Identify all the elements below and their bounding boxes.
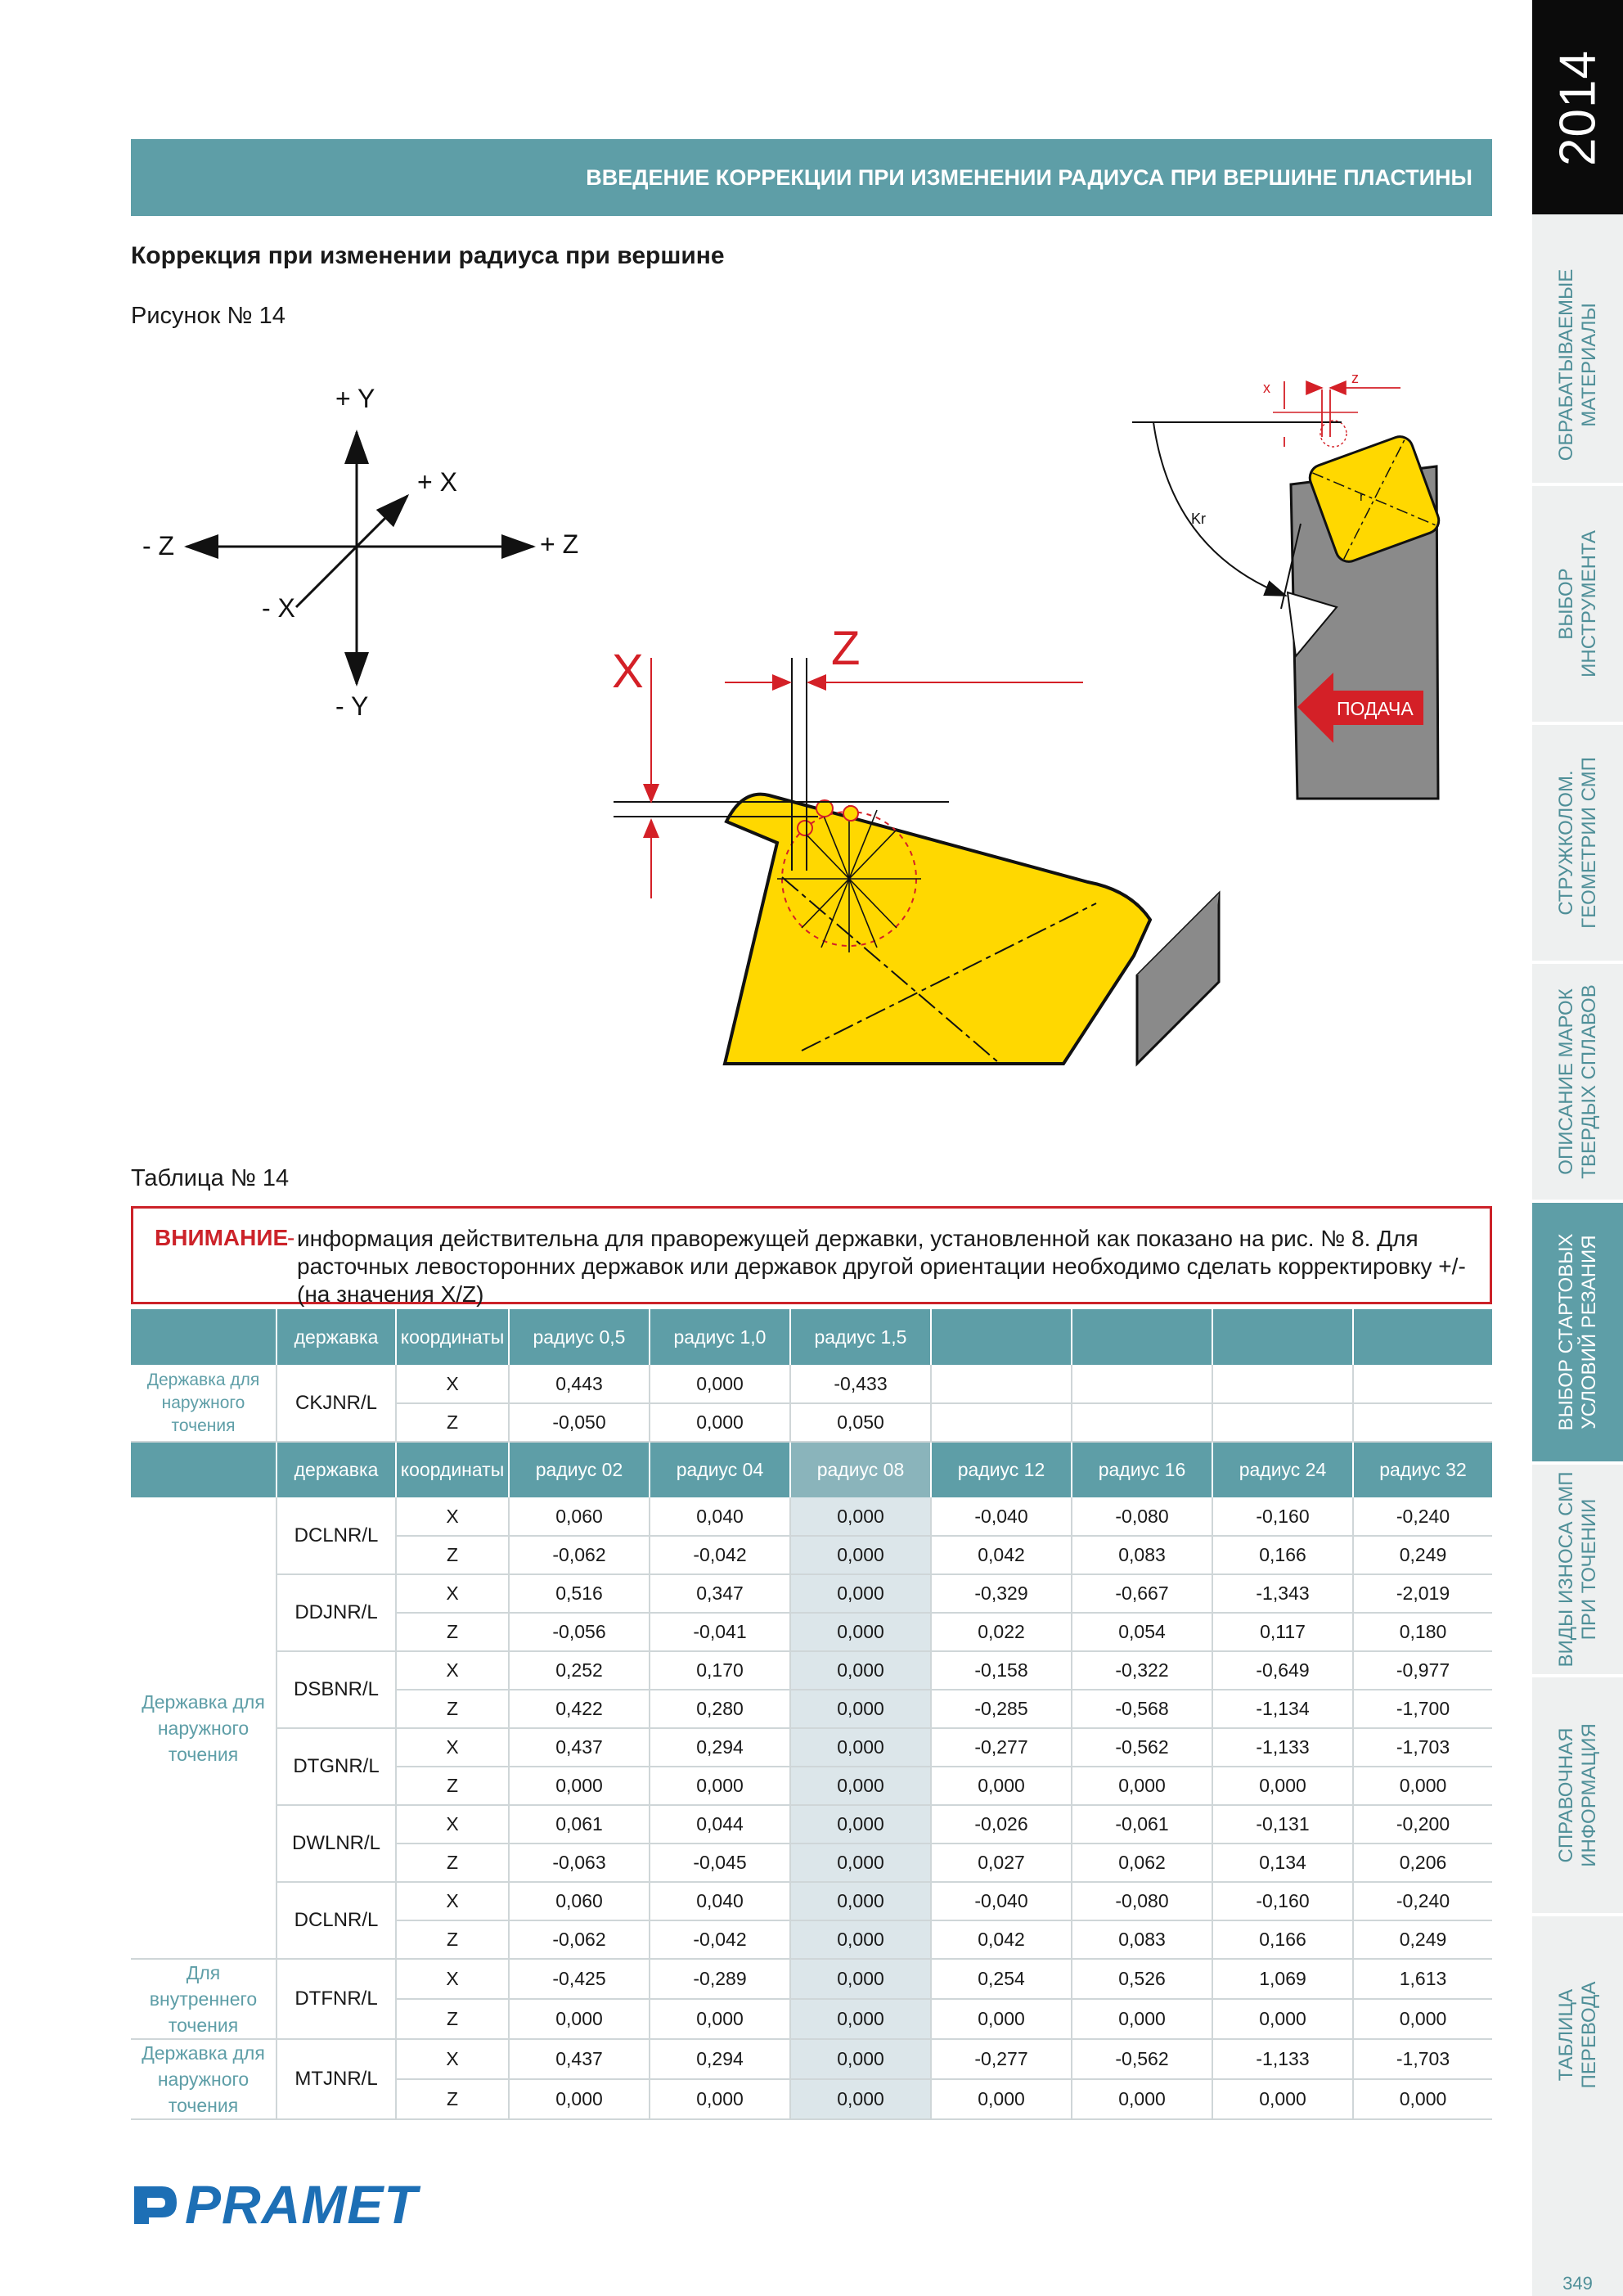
- header-cell: [931, 1309, 1072, 1365]
- table-row: [131, 1882, 1492, 1920]
- value-cell: 0,000: [790, 1728, 931, 1767]
- value-cell: 0,000: [790, 1574, 931, 1613]
- value-cell: 0,062: [1072, 1844, 1212, 1882]
- kr-angle-arc: [1153, 422, 1286, 596]
- coordinate-cell: X: [396, 1574, 509, 1613]
- table-body: [131, 1309, 1492, 2119]
- value-cell: 0,180: [1353, 1613, 1492, 1651]
- value-cell: 0,422: [509, 1690, 650, 1728]
- holder-name: DWLNR/L: [276, 1805, 396, 1882]
- value-cell: -0,562: [1072, 2039, 1212, 2079]
- axis-label-plus-z: + Z: [540, 529, 579, 559]
- coordinate-cell: Z: [396, 1767, 509, 1805]
- value-cell: 0,000: [790, 1497, 931, 1536]
- table-header-row: [131, 1442, 1492, 1497]
- value-cell: 1,613: [1353, 1959, 1492, 1999]
- value-cell: -0,322: [1072, 1651, 1212, 1690]
- value-cell: -0,667: [1072, 1574, 1212, 1613]
- value-cell: -0,042: [650, 1536, 790, 1574]
- holder-name: DCLNR/L: [276, 1882, 396, 1959]
- table-row: [131, 1651, 1492, 1690]
- value-cell: -0,277: [931, 2039, 1072, 2079]
- value-cell: 0,040: [650, 1497, 790, 1536]
- sidebar-tab-reference[interactable]: [1532, 1677, 1623, 1916]
- value-cell: -0,649: [1212, 1651, 1353, 1690]
- logo-mark-icon: [131, 2181, 178, 2227]
- sidebar-tab-tool-selection[interactable]: [1532, 486, 1623, 725]
- value-cell: 0,294: [650, 1728, 790, 1767]
- value-cell: 0,000: [1353, 1999, 1492, 2039]
- group-label: Державка для наружного точения: [131, 2039, 276, 2119]
- value-cell: 0,042: [931, 1920, 1072, 1959]
- sidebar-tab-label: ОБРАБАТЫВАЕМЫЕ МАТЕРИАЛЫ: [1555, 268, 1600, 461]
- value-cell: 0,050: [790, 1403, 931, 1442]
- value-cell: 0,000: [1072, 2079, 1212, 2119]
- value-cell: 0,252: [509, 1651, 650, 1690]
- x-axis-diagonal: [296, 496, 407, 607]
- value-cell: -0,045: [650, 1844, 790, 1882]
- header-cell: [1353, 1309, 1492, 1365]
- sidebar-tab-label: ОПИСАНИЕ МАРОК ТВЕРДЫХ СПЛАВОВ: [1555, 984, 1600, 1179]
- header-cell: радиус 02: [509, 1442, 650, 1497]
- warning-text: информация действительна для праворежущей державки, установленной как показано на рис. № 8. Для расточных левосторонних державок или державок другой ориентации необходимо сделать корректировку +/- (на значения X/Z): [297, 1226, 1466, 1307]
- holder-name: DSBNR/L: [276, 1651, 396, 1728]
- value-cell: -0,289: [650, 1959, 790, 1999]
- value-cell: 0,000: [650, 1403, 790, 1442]
- feed-label: ПОДАЧА: [1337, 698, 1414, 719]
- sidebar-tab-label: СПРАВОЧНАЯ ИНФОРМАЦИЯ: [1555, 1723, 1600, 1867]
- value-cell: 0,437: [509, 2039, 650, 2079]
- year-label: 2014: [1549, 50, 1607, 166]
- value-cell: 0,060: [509, 1497, 650, 1536]
- value-cell: -1,133: [1212, 1728, 1353, 1767]
- value-cell: 0,000: [790, 2079, 931, 2119]
- value-cell: 0,254: [931, 1959, 1072, 1999]
- value-cell: -0,061: [1072, 1805, 1212, 1844]
- correction-table: [131, 1309, 1492, 2120]
- value-cell: -0,562: [1072, 1728, 1212, 1767]
- header-cell: [131, 1442, 276, 1497]
- sidebar-tab-label: ТАБЛИЦА ПЕРЕВОДА: [1555, 1981, 1600, 2089]
- value-cell: -0,062: [509, 1920, 650, 1959]
- value-cell: 1,069: [1212, 1959, 1353, 1999]
- table-row: [131, 1574, 1492, 1613]
- header-cell: радиус 04: [650, 1442, 790, 1497]
- header-cell: державка: [276, 1442, 396, 1497]
- value-cell: 0,042: [931, 1536, 1072, 1574]
- value-cell: 0,000: [650, 1767, 790, 1805]
- value-cell: [1212, 1365, 1353, 1403]
- value-cell: 0,000: [1212, 1999, 1353, 2039]
- dimension-label-z: Z: [831, 622, 861, 675]
- coordinate-cell: X: [396, 1365, 509, 1403]
- value-cell: -2,019: [1353, 1574, 1492, 1613]
- value-cell: -0,080: [1072, 1497, 1212, 1536]
- header-cell: координаты: [396, 1309, 509, 1365]
- value-cell: 0,000: [1072, 1767, 1212, 1805]
- sidebar-tab-materials[interactable]: [1532, 247, 1623, 486]
- value-cell: -0,425: [509, 1959, 650, 1999]
- table-row: [131, 1497, 1492, 1536]
- value-cell: -0,277: [931, 1728, 1072, 1767]
- holder-name: DDJNR/L: [276, 1574, 396, 1651]
- value-cell: -1,703: [1353, 2039, 1492, 2079]
- warning-separator: -: [287, 1225, 295, 1250]
- coordinate-cell: Z: [396, 1690, 509, 1728]
- value-cell: 0,000: [1072, 1999, 1212, 2039]
- value-cell: 0,054: [1072, 1613, 1212, 1651]
- sidebar-tab-chipbreakers[interactable]: [1532, 725, 1623, 964]
- axis-label-plus-x: + X: [417, 467, 457, 497]
- sidebar-tab-label: СТРУЖКОЛОМ. ГЕОМЕТРИИ СМП: [1555, 757, 1600, 929]
- value-cell: -0,977: [1353, 1651, 1492, 1690]
- coordinate-cell: Z: [396, 2079, 509, 2119]
- value-cell: [931, 1403, 1072, 1442]
- warning-label: ВНИМАНИЕ: [155, 1225, 289, 1250]
- header-cell: радиус 1,5: [790, 1309, 931, 1365]
- sidebar-tab-label: ВЫБОР СТАРТОВЫХ УСЛОВИЙ РЕЗАНИЯ: [1555, 1233, 1600, 1431]
- coordinate-cell: Z: [396, 1920, 509, 1959]
- value-cell: 0,000: [650, 1365, 790, 1403]
- value-cell: 0,166: [1212, 1536, 1353, 1574]
- value-cell: 0,000: [790, 1690, 931, 1728]
- value-cell: -0,040: [931, 1882, 1072, 1920]
- value-cell: -0,285: [931, 1690, 1072, 1728]
- group-label: Для внутреннего точения: [131, 1959, 276, 2039]
- value-cell: -0,160: [1212, 1497, 1353, 1536]
- value-cell: 0,134: [1212, 1844, 1353, 1882]
- holder-name: MTJNR/L: [276, 2039, 396, 2119]
- value-cell: -1,700: [1353, 1690, 1492, 1728]
- value-cell: 0,000: [509, 1767, 650, 1805]
- logo-wordmark: PRAMET: [185, 2174, 418, 2235]
- value-cell: -0,050: [509, 1403, 650, 1442]
- radius-label: r: [1360, 490, 1364, 504]
- coordinate-cell: Z: [396, 1999, 509, 2039]
- sidebar-tab-cutting-conditions[interactable]: [1532, 1203, 1623, 1465]
- coordinate-cell: Z: [396, 1403, 509, 1442]
- value-cell: -1,343: [1212, 1574, 1353, 1613]
- coordinate-cell: Z: [396, 1613, 509, 1651]
- value-cell: -1,703: [1353, 1728, 1492, 1767]
- coordinate-cell: Z: [396, 1536, 509, 1574]
- value-cell: -0,062: [509, 1536, 650, 1574]
- dimension-label-x: X: [612, 645, 644, 698]
- holder-name: DTGNR/L: [276, 1728, 396, 1805]
- value-cell: [1072, 1403, 1212, 1442]
- value-cell: -0,041: [650, 1613, 790, 1651]
- value-cell: -0,131: [1212, 1805, 1353, 1844]
- header-cell: радиус 24: [1212, 1442, 1353, 1497]
- value-cell: [1072, 1365, 1212, 1403]
- value-cell: 0,166: [1212, 1920, 1353, 1959]
- small-label-z: z: [1351, 370, 1359, 386]
- page-number: 349: [1562, 2273, 1593, 2294]
- page-title: ВВЕДЕНИЕ КОРРЕКЦИИ ПРИ ИЗМЕНЕНИИ РАДИУСА ПРИ ВЕРШИНЕ ПЛАСТИНЫ: [586, 165, 1472, 190]
- header-cell: радиус 32: [1353, 1442, 1492, 1497]
- axis-label-minus-z: - Z: [142, 531, 175, 560]
- section-heading: Коррекция при изменении радиуса при вершине: [131, 242, 725, 269]
- coordinate-cell: X: [396, 1651, 509, 1690]
- sidebar-tab-grades[interactable]: [1532, 964, 1623, 1203]
- value-cell: 0,000: [790, 1767, 931, 1805]
- kr-label: Kr: [1191, 511, 1206, 527]
- value-cell: -0,158: [931, 1651, 1072, 1690]
- value-cell: -0,240: [1353, 1882, 1492, 1920]
- value-cell: 0,000: [790, 1613, 931, 1651]
- large-insert-drawing: [614, 658, 1219, 1064]
- header-band: [131, 139, 1492, 216]
- value-cell: 0,000: [790, 1805, 931, 1844]
- value-cell: 0,022: [931, 1613, 1072, 1651]
- header-cell: радиус 1,0: [650, 1309, 790, 1365]
- header-cell: радиус 12: [931, 1442, 1072, 1497]
- header-cell: державка: [276, 1309, 396, 1365]
- feed-direction-diagram: [1132, 370, 1442, 799]
- value-cell: -0,160: [1212, 1882, 1353, 1920]
- value-cell: [1353, 1403, 1492, 1442]
- table-header-row: [131, 1309, 1492, 1365]
- value-cell: 0,000: [790, 1999, 931, 2039]
- axis-label-minus-x: - X: [262, 593, 295, 623]
- coordinate-cell: Z: [396, 1844, 509, 1882]
- value-cell: 0,249: [1353, 1536, 1492, 1574]
- value-cell: 0,294: [650, 2039, 790, 2079]
- table-row: [131, 1728, 1492, 1767]
- figure-drawing: [131, 347, 1492, 1111]
- group-label: Державка для наружного точения: [131, 1365, 276, 1442]
- value-cell: 0,000: [931, 1999, 1072, 2039]
- value-cell: 0,443: [509, 1365, 650, 1403]
- value-cell: -0,200: [1353, 1805, 1492, 1844]
- holder-name: DTFNR/L: [276, 1959, 396, 2039]
- value-cell: [931, 1365, 1072, 1403]
- table-label: Таблица № 14: [131, 1165, 290, 1191]
- table-row: [131, 1805, 1492, 1844]
- header-cell: радиус 16: [1072, 1442, 1212, 1497]
- value-cell: 0,249: [1353, 1920, 1492, 1959]
- value-cell: [1212, 1403, 1353, 1442]
- table-row: [131, 1959, 1492, 1999]
- value-cell: -0,240: [1353, 1497, 1492, 1536]
- value-cell: 0,044: [650, 1805, 790, 1844]
- value-cell: 0,000: [1212, 2079, 1353, 2119]
- table-row: [131, 1365, 1492, 1403]
- group-label: Державка для наружного точения: [131, 1497, 276, 1959]
- year-badge: [1532, 0, 1623, 214]
- axis-label-minus-y: - Y: [335, 691, 369, 721]
- value-cell: 0,000: [931, 2079, 1072, 2119]
- value-cell: 0,000: [509, 2079, 650, 2119]
- sidebar-tab-label: ВЫБОР ИНСТРУМЕНТА: [1555, 530, 1600, 678]
- value-cell: -0,042: [650, 1920, 790, 1959]
- value-cell: 0,437: [509, 1728, 650, 1767]
- header-cell: радиус 08: [790, 1442, 931, 1497]
- value-cell: 0,526: [1072, 1959, 1212, 1999]
- value-cell: 0,000: [650, 1999, 790, 2039]
- figure-14: [131, 347, 1492, 1111]
- value-cell: 0,206: [1353, 1844, 1492, 1882]
- value-cell: 0,000: [1353, 2079, 1492, 2119]
- value-cell: 0,000: [650, 2079, 790, 2119]
- sidebar-tab-wear-types[interactable]: [1532, 1465, 1623, 1677]
- value-cell: 0,347: [650, 1574, 790, 1613]
- value-cell: -0,568: [1072, 1690, 1212, 1728]
- value-cell: 0,040: [650, 1882, 790, 1920]
- coordinate-cell: X: [396, 1959, 509, 1999]
- table-row: [131, 2039, 1492, 2079]
- value-cell: 0,000: [790, 1844, 931, 1882]
- coordinate-cell: X: [396, 2039, 509, 2079]
- coordinate-cell: X: [396, 1728, 509, 1767]
- value-cell: -0,026: [931, 1805, 1072, 1844]
- value-cell: 0,000: [1212, 1767, 1353, 1805]
- value-cell: 0,000: [790, 1920, 931, 1959]
- header-cell: координаты: [396, 1442, 509, 1497]
- value-cell: 0,000: [509, 1999, 650, 2039]
- header-cell: [131, 1309, 276, 1365]
- header-cell: [1212, 1309, 1353, 1365]
- value-cell: 0,083: [1072, 1536, 1212, 1574]
- figure-label: Рисунок № 14: [131, 303, 285, 329]
- value-cell: -0,063: [509, 1844, 650, 1882]
- value-cell: -0,329: [931, 1574, 1072, 1613]
- sidebar-tab-label: ВИДЫ ИЗНОСА СМП ПРИ ТОЧЕНИИ: [1555, 1471, 1600, 1668]
- small-label-x: x: [1263, 380, 1270, 396]
- coordinate-axes: [142, 384, 578, 721]
- value-cell: [1353, 1365, 1492, 1403]
- holder-name: DCLNR/L: [276, 1497, 396, 1574]
- value-cell: -1,133: [1212, 2039, 1353, 2079]
- value-cell: 0,280: [650, 1690, 790, 1728]
- value-cell: 0,000: [790, 1959, 931, 1999]
- value-cell: 0,060: [509, 1882, 650, 1920]
- value-cell: 0,000: [931, 1767, 1072, 1805]
- coordinate-cell: X: [396, 1805, 509, 1844]
- sidebar-tab-conversion-table[interactable]: [1532, 1916, 1623, 2154]
- value-cell: 0,083: [1072, 1920, 1212, 1959]
- sidebar-nav: [1532, 0, 1623, 2296]
- axis-label-plus-y: + Y: [335, 384, 375, 413]
- value-cell: 0,170: [650, 1651, 790, 1690]
- value-cell: 0,027: [931, 1844, 1072, 1882]
- value-cell: 0,000: [790, 1536, 931, 1574]
- value-cell: 0,516: [509, 1574, 650, 1613]
- value-cell: -0,040: [931, 1497, 1072, 1536]
- value-cell: -0,056: [509, 1613, 650, 1651]
- value-cell: 0,000: [790, 2039, 931, 2079]
- value-cell: -1,134: [1212, 1690, 1353, 1728]
- insert-body: [725, 795, 1150, 1064]
- warning-box: [131, 1206, 1492, 1307]
- value-cell: 0,000: [790, 1651, 931, 1690]
- holder-name: CKJNR/L: [276, 1365, 396, 1442]
- value-cell: 0,117: [1212, 1613, 1353, 1651]
- header-cell: радиус 0,5: [509, 1309, 650, 1365]
- value-cell: 0,061: [509, 1805, 650, 1844]
- coordinate-cell: X: [396, 1882, 509, 1920]
- value-cell: 0,000: [790, 1882, 931, 1920]
- value-cell: 0,000: [1353, 1767, 1492, 1805]
- value-cell: -0,433: [790, 1365, 931, 1403]
- header-cell: [1072, 1309, 1212, 1365]
- value-cell: -0,080: [1072, 1882, 1212, 1920]
- coordinate-cell: X: [396, 1497, 509, 1536]
